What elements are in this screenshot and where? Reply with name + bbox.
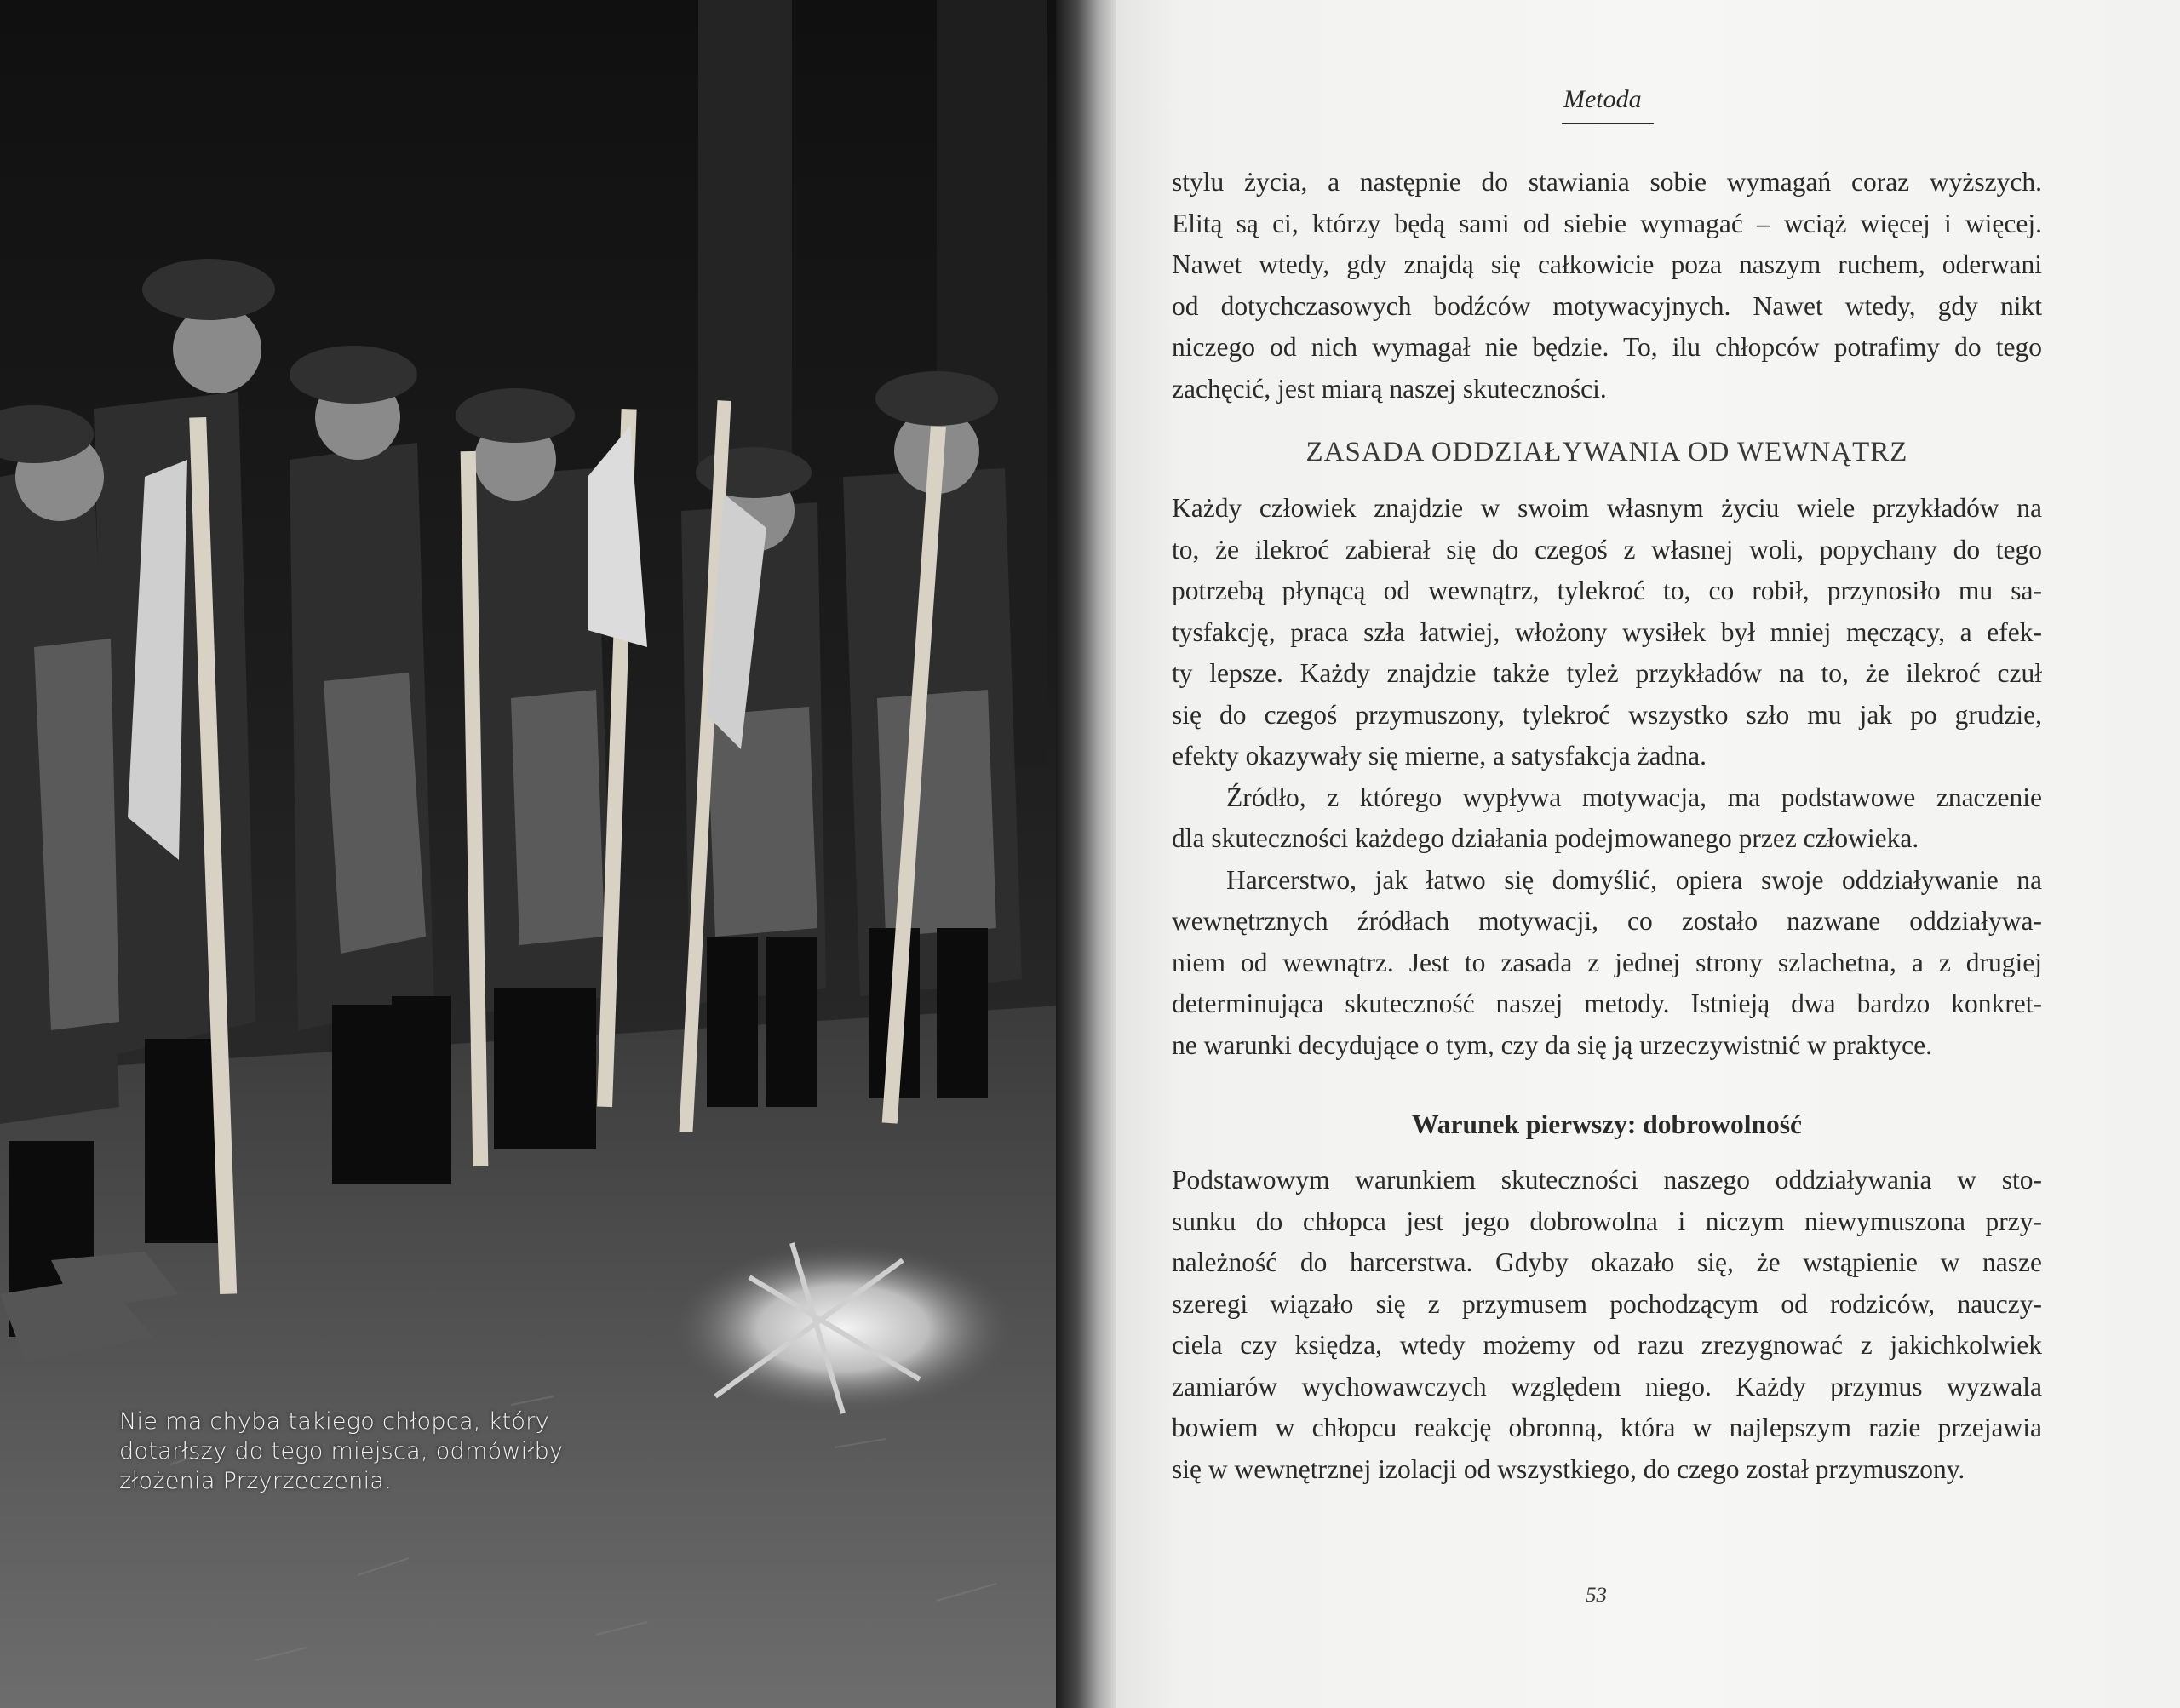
caption-line: Nie ma chyba takiego chłopca, który: [119, 1408, 549, 1435]
text-line: Harcerstwo, jak łatwo się domyślić, opiera swoje oddziaływanie na: [1226, 864, 2042, 895]
running-head: Metoda: [1563, 85, 1642, 113]
text-line: tysfakcję, praca szła łatwiej, włożony wysiłek był mniej męczący, a efek-: [1172, 616, 2042, 647]
text-line: potrzebą płynącą od wewnątrz, tylekroć to, co robił, przynosiło mu sa-: [1172, 576, 2042, 605]
text-line: szeregi wiązało się z przymusem pochodzącym od rodziców, nauczy-: [1172, 1288, 2042, 1319]
text-line: niem od wewnątrz. Jest to zasada z jednej strony szlachetna, a z drugiej: [1172, 947, 2042, 977]
text-line: od dotychczasowych bodźców motywacyjnych. Nawet wtedy, gdy nikt: [1172, 290, 2042, 321]
text-line: ciela czy księdza, wtedy możemy od razu zrezygnować z jakichkolwiek: [1172, 1330, 2042, 1360]
text-line: ne warunki decydujące o tym, czy da się ją urzeczywistnić w praktyce.: [1172, 1029, 1932, 1060]
text-line: zachęcić, jest miarą naszej skuteczności.: [1172, 373, 1607, 404]
text-line: dla skuteczności każdego działania podejmowanego przez człowieka.: [1172, 823, 1919, 853]
text-line: niczego od nich wymagał nie będzie. To, ilu chłopców potrafimy do tego: [1172, 332, 2042, 362]
sub-heading: Warunek pierwszy: dobrowolność: [1412, 1109, 1802, 1139]
page-body: [1172, 162, 2042, 1490]
caption-line: dotarłszy do tego miejsca, odmówiłby: [119, 1438, 564, 1464]
text-line: Elitą są ci, którzy będą sami od siebie wymagać – wciąż więcej i więcej.: [1172, 208, 2042, 238]
text-line: Źródło, z którego wypływa motywacja, ma podstawowe znaczenie: [1226, 782, 2042, 812]
section-heading: ZASADA ODDZIAŁYWANIA OD WEWNĄTRZ: [1305, 437, 1908, 467]
photo-caption: [119, 1407, 596, 1496]
text-line: determinująca skuteczność naszej metody. Istnieją dwa bardzo konkret-: [1172, 989, 2042, 1018]
text-line: się w wewnętrznej izolacji od wszystkiego, do czego został przymuszony.: [1172, 1453, 1965, 1484]
text-line: stylu życia, a następnie do stawiania sobie wymagań coraz wyższych.: [1172, 167, 2042, 197]
page-number: 53: [1586, 1584, 1607, 1607]
text-line: się do czegoś przymuszony, tylekroć wszystko szło mu jak po grudzie,: [1172, 699, 2042, 730]
left-page-photo: [0, 0, 1075, 1708]
text-line: zamiarów wychowawczych względem niego. Każdy przymus wyzwala: [1172, 1371, 2042, 1401]
text-line: to, że ilekroć zabierał się do czegoś z własnej woli, popychany do tego: [1172, 534, 2042, 565]
text-line: efekty okazywały się mierne, a satysfakcja żadna.: [1172, 741, 1707, 771]
text-line: należność do harcerstwa. Gdyby okazało się, że wstąpienie w nasze: [1172, 1247, 2042, 1277]
text-line: wewnętrznych źródłach motywacji, co zostało nazwane oddziaływa-: [1172, 906, 2042, 936]
text-line: Nawet wtedy, gdy znajdą się całkowicie poza naszym ruchem, oderwani: [1172, 249, 2042, 279]
text-line: Podstawowym warunkiem skuteczności naszego oddziaływania w sto-: [1172, 1165, 2042, 1195]
text-line: sunku do chłopca jest jego dobrowolna i niczym niewymuszona przy-: [1172, 1206, 2042, 1236]
text-line: ty lepsze. Każdy znajdzie także tyleż przykładów na to, że ilekroć czuł: [1172, 658, 2042, 688]
text-line: bowiem w chłopcu reakcję obronną, która w najlepszym razie przejawia: [1172, 1413, 2042, 1442]
running-head-rule: [1562, 123, 1654, 124]
caption-line: złożenia Przyrzeczenia.: [119, 1468, 393, 1494]
text-line: Każdy człowiek znajdzie w swoim własnym życiu wiele przykładów na: [1172, 493, 2042, 523]
